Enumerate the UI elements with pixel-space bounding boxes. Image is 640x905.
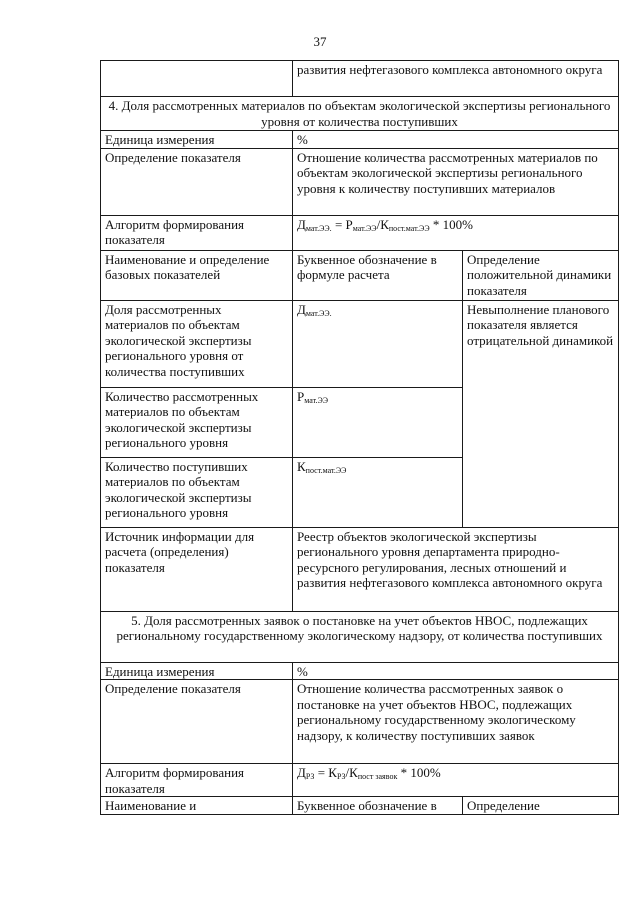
formula-part: /	[376, 216, 381, 232]
formula-sub: мат.ЭЭ.	[305, 223, 332, 233]
formula-part: Д	[297, 765, 306, 780]
column-header-dynamics: Определение	[463, 797, 619, 815]
source-label: Источник информации для расчета (определения) показателя	[101, 527, 293, 611]
table-row	[101, 131, 619, 149]
algorithm-formula	[293, 764, 619, 797]
symbol-sub: мат.ЭЭ.	[305, 308, 332, 318]
table-row	[101, 662, 619, 680]
base-indicator-symbol	[293, 300, 463, 387]
symbol: К	[297, 458, 306, 474]
table-row	[101, 250, 619, 300]
table-row	[101, 680, 619, 764]
formula-part: Р	[345, 216, 353, 232]
formula-sub: пост.мат.ЭЭ	[388, 223, 430, 233]
base-indicator-name: Количество поступивших материалов по объектам экологической экспертизы регионального уровня	[101, 457, 293, 527]
section-5-title: 5. Доля рассмотренных заявок о постановке на учет объектов НВОС, подлежащих региональному государственному экологическому надзору, от количества поступивших	[101, 611, 619, 662]
symbol: Р	[297, 388, 305, 404]
algorithm-label: Алгоритм формирования показателя	[101, 215, 293, 250]
formula-sub: мат.ЭЭ	[352, 223, 377, 233]
source-continuation: развития нефтегазового комплекса автономного округа	[293, 61, 619, 97]
table-row	[101, 61, 619, 97]
formula-part: * 100%	[429, 216, 473, 232]
empty-cell	[101, 61, 293, 97]
formula-sub: РЗ	[336, 772, 346, 781]
table-row	[101, 527, 619, 611]
column-header-name: Наименование и определение базовых показателей	[101, 250, 293, 300]
column-header-symbol: Буквенное обозначение в	[293, 797, 463, 815]
definition-label: Определение показателя	[101, 148, 293, 215]
unit-value: %	[293, 662, 619, 680]
formula-part: /	[345, 765, 350, 780]
formula-part: Д	[297, 216, 306, 232]
table-row	[101, 797, 619, 815]
section-4-header	[101, 97, 619, 131]
dynamics-value: Невыполнение планового показателя является отрицательной динамикой	[463, 300, 619, 527]
definition-value: Отношение количества рассмотренных заявок о постановке на учет объектов НВОС, подлежащих региональному государственному экологическому надзору, к количеству поступивших заявок	[293, 680, 619, 764]
section-5-header	[101, 611, 619, 662]
unit-label: Единица измерения	[101, 662, 293, 680]
formula-sub: РЗ	[305, 772, 315, 781]
definition-label: Определение показателя	[101, 680, 293, 764]
formula-part: * 100%	[397, 765, 441, 780]
symbol-sub: пост.мат.ЭЭ	[305, 465, 347, 475]
formula-part: К	[349, 765, 358, 780]
algorithm-formula	[293, 215, 619, 250]
table-row	[101, 215, 619, 250]
formula-part: К	[380, 216, 389, 232]
base-indicator-name: Доля рассмотренных материалов по объектам экологической экспертизы регионального уровня от количества поступивших	[101, 300, 293, 387]
source-value: Реестр объектов экологической экспертизы регионального уровня департамента природно-ресурсного регулирования, лесных отношений и развития нефтегазового комплекса автономного округа	[293, 527, 619, 611]
formula-sub: пост заявок	[357, 772, 398, 781]
definition-value: Отношение количества рассмотренных материалов по объектам экологической экспертизы регионального уровня к количеству поступивших материалов	[293, 148, 619, 215]
symbol: Д	[297, 301, 306, 317]
table-row	[101, 764, 619, 797]
formula-part: =	[314, 765, 329, 780]
section-4-title: 4. Доля рассмотренных материалов по объектам экологической экспертизы регионального уровня от количества поступивших	[101, 97, 619, 131]
formula-part: =	[331, 216, 346, 232]
page-number: 37	[313, 34, 327, 49]
symbol-sub: мат.ЭЭ	[304, 395, 329, 405]
table-row	[101, 148, 619, 215]
table-row	[101, 300, 619, 387]
base-indicator-symbol	[293, 387, 463, 457]
base-indicator-symbol	[293, 457, 463, 527]
unit-label: Единица измерения	[101, 131, 293, 149]
column-header-name: Наименование и	[101, 797, 293, 815]
indicator-table	[100, 60, 619, 815]
unit-value: %	[293, 131, 619, 149]
formula-part: К	[328, 765, 337, 780]
column-header-symbol: Буквенное обозначение в формуле расчета	[293, 250, 463, 300]
column-header-dynamics: Определение положительной динамики показателя	[463, 250, 619, 300]
base-indicator-name: Количество рассмотренных материалов по объектам экологической экспертизы регионального уровня	[101, 387, 293, 457]
algorithm-label: Алгоритм формирования показателя	[101, 764, 293, 797]
